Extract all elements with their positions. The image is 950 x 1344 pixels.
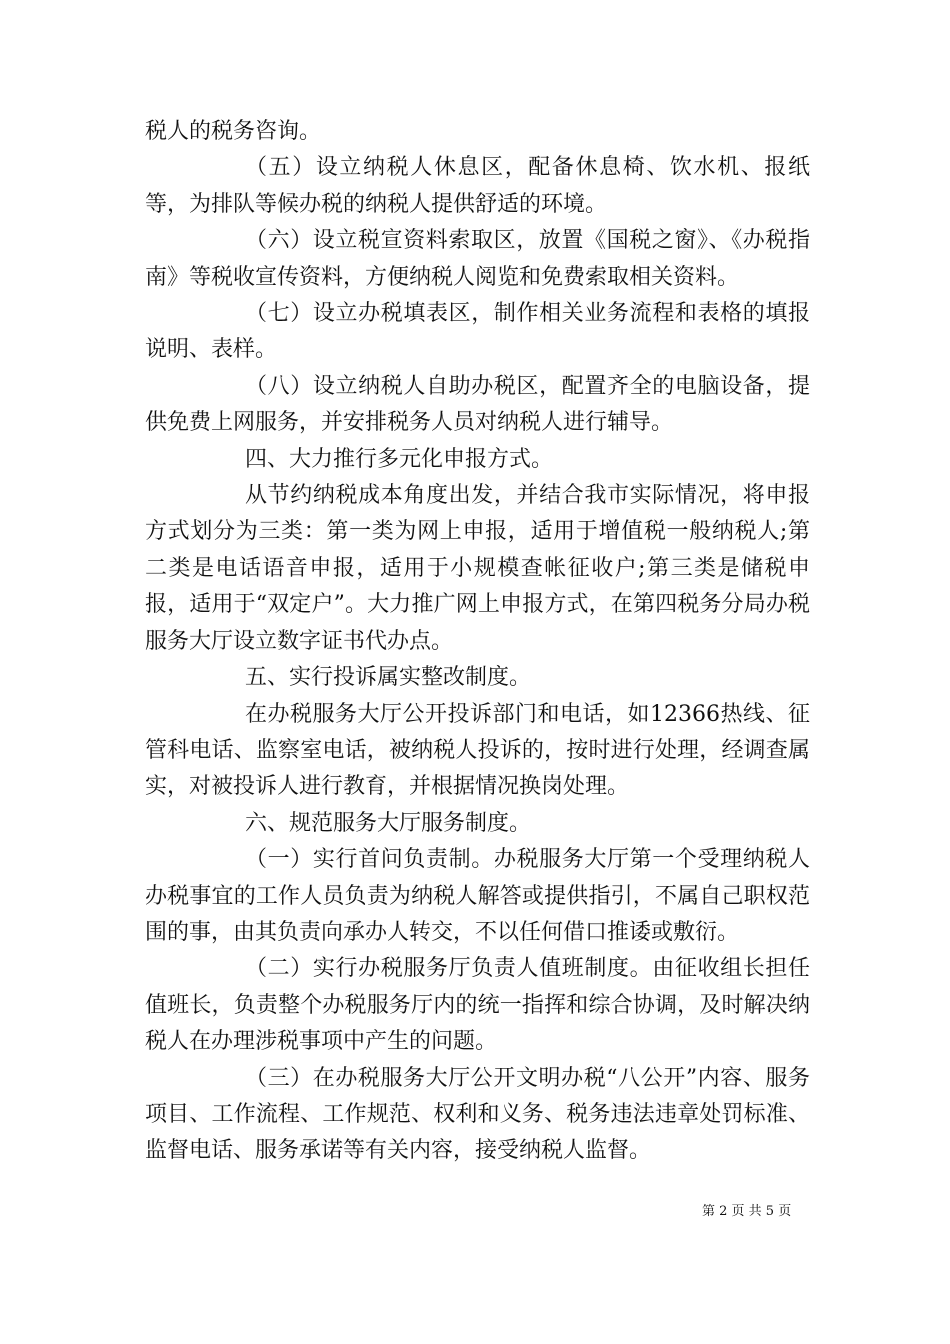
document-body [145,114,810,1170]
page-number-footer: 第 2 页 共 5 页 [702,1204,792,1219]
paragraph-rule-2: （二）实行办税服务厅负责人值班制度。由征收组长担任值班长，负责整个办税服务厅内的统一指挥和综合协调，及时解决纳税人在办理涉税事项中产生的问题。 [145,956,810,1055]
paragraph-item-7: （七）设立办税填表区，制作相关业务流程和表格的填报说明、表样。 [145,301,810,363]
paragraph-rule-1: （一）实行首问负责制。办税服务大厅第一个受理纳税人办税事宜的工作人员负责为纳税人解答或提供指引，不属自己职权范围的事，由其负责向承办人转交，不以任何借口推诿或敷衍。 [145,847,810,945]
paragraph-continuation: 税人的税务咨询。 [145,119,322,144]
paragraph-declaration-methods: 从节约纳税成本角度出发，并结合我市实际情况，将申报方式划分为三类：第一类为网上申报，适用于增值税一般纳税人;第二类是电话语音申报，适用于小规模查帐征收户;第三类是储税申报，适用于“双定户”。大力推广网上申报方式，在第四税务分局办税服务大厅设立数字证书代办点。 [145,483,810,654]
paragraph-complaints: 在办税服务大厅公开投诉部门和电话，如12366热线、征管科电话、监察室电话，被纳税人投诉的，按时进行处理，经调查属实，对被投诉人进行教育，并根据情况换岗处理。 [145,701,810,800]
section-heading-4: 四、大力推行多元化申报方式。 [245,446,554,472]
section-heading-6: 六、规范服务大厅服务制度。 [245,810,532,836]
paragraph-item-5: （五）设立纳税人休息区，配备休息椅、饮水机、报纸等，为排队等候办税的纳税人提供舒适的环境。 [145,155,810,217]
section-heading-5: 五、实行投诉属实整改制度。 [245,665,532,691]
paragraph-item-6: （六）设立税宣资料索取区，放置《国税之窗》、《办税指南》等税收宣传资料，方便纳税人阅览和免费索取相关资料。 [145,228,810,290]
paragraph-rule-3: （三）在办税服务大厅公开文明办税“八公开”内容、服务项目、工作流程、工作规范、权利和义务、税务违法违章处罚标准、监督电话、服务承诺等有关内容，接受纳税人监督。 [145,1065,810,1164]
paragraph-item-8: （八）设立纳税人自助办税区，配置齐全的电脑设备，提供免费上网服务，并安排税务人员对纳税人进行辅导。 [145,373,810,436]
